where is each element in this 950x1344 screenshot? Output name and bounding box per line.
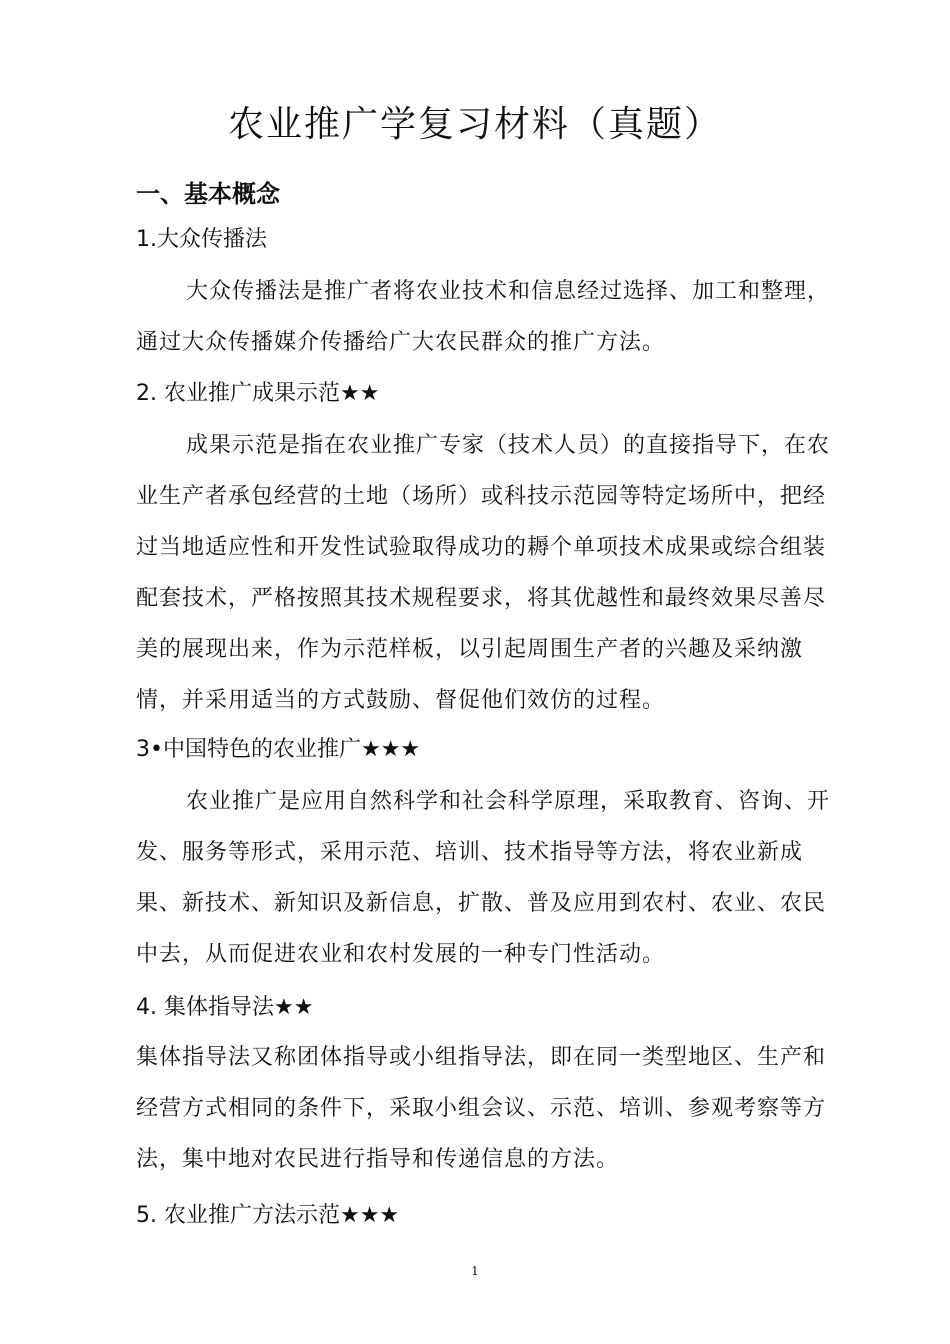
item-body-2: 成果示范是指在农业推广专家（技术人员）的直接指导下，在农业生产者承包经营的土地（场所）或科技示范园等特定场所中，把经过当地适应性和开发性试验取得成功的耨个单项技术成果或综合组装配套技术，严格按照其技术规程要求，将其优越性和最终效果尽善尽美的展现出来，作为示范样板，以引起周围生产者的兴趣及采纳激情，并采用适当的方式鼓励、督促他们效仿的过程。 — [136, 433, 831, 713]
item-heading-5: 5. 农业推广方法示范★★★ — [136, 1203, 400, 1228]
item-heading-2: 2. 农业推广成果示范★★ — [136, 381, 380, 406]
item-body-4: 集体指导法又称团体指导或小组指导法，即在同一类型地区、生产和经营方式相同的条件下，采取小组会议、示范、培训、参观考察等方法，集中地对农民进行指导和传递信息的方法。 — [136, 1045, 827, 1172]
page-number: 1 — [471, 1264, 479, 1278]
item-heading-4: 4. 集体指导法★★ — [136, 995, 314, 1020]
section-heading-basic-concepts: 一、基本概念 — [136, 180, 280, 208]
item-body-1: 大众传播法是推广者将农业技术和信息经过选择、加工和整理，通过大众传播媒介传播给广大农民群众的推广方法。 — [136, 279, 831, 355]
item-body-3: 农业推广是应用自然科学和社会科学原理，采取教育、咨询、开发、服务等形式，采用示范、培训、技术指导等方法，将农业新成果、新技术、新知识及新信息，扩散、普及应用到农村、农业、农民中去，从而促进农业和农村发展的一种专门性活动。 — [136, 789, 831, 967]
document-title: 农业推广学复习材料（真题） — [227, 104, 722, 145]
item-heading-1: 1.大众传播法 — [136, 227, 267, 252]
item-heading-3: 3•中国特色的农业推广★★★ — [136, 737, 421, 762]
